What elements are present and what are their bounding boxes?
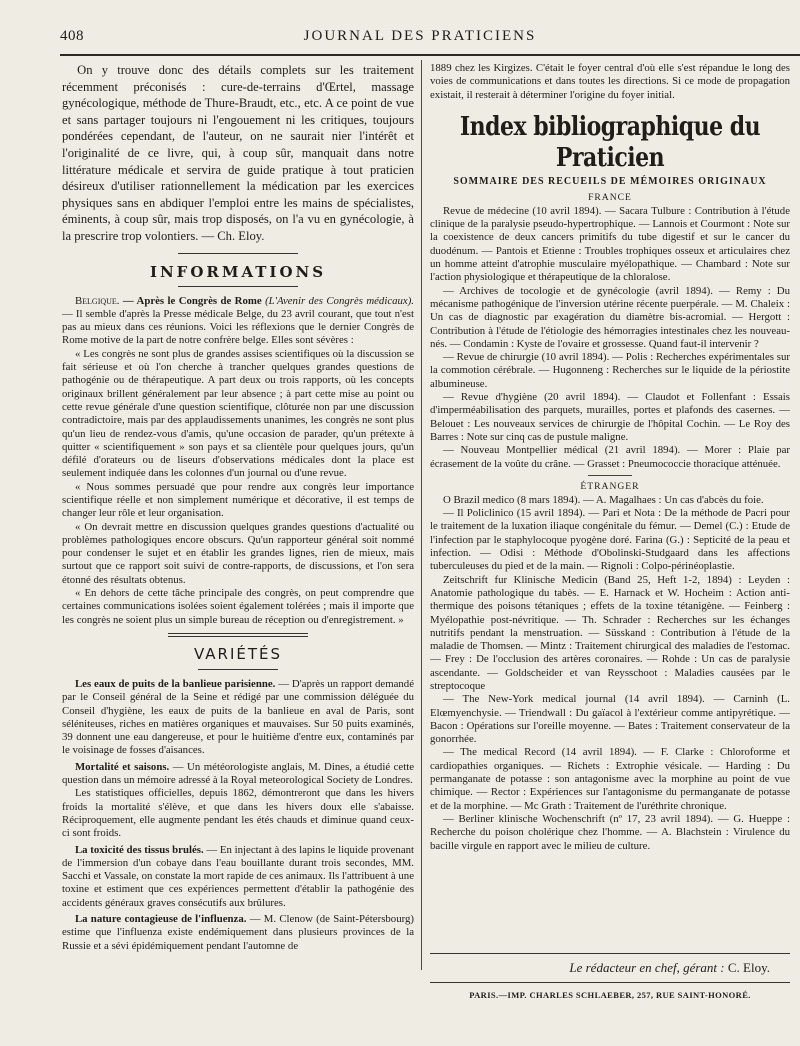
toxicite-lead: La toxicité des tissus brulés. [74, 843, 204, 856]
right-column [430, 62, 790, 1034]
quote-paragraph: « Nous sommes persuadé que pour rendre aux congrès leur importance scientifique réelle et non simplement numérique et décorative, il est temps de changer leur rôle et leur organisation. [62, 480, 414, 520]
varietes-title: VARIÉTÉS [193, 644, 283, 663]
mortalite-paragraph-2: Les statistiques officielles, depuis 1862, démontreront que dans les hivers froids la mortalité s'élève, et que dans les hivers doux elle s'abaisse. Réciproquement, elle augmente pendant les étés chauds et diminue quand ceux-ci sont froids. [62, 787, 414, 840]
eaux-lead: Les eaux de puits de la banlieue parisienne. [74, 677, 276, 690]
column-divider [421, 60, 422, 970]
belgique-lead: — Après le Congrès de Rome [122, 294, 262, 307]
bibliography-entry: — Revue d'hygiène (20 avril 1894). — Claudot et Follenfant : Essais d'imperméabilisation des parquets, murailles, portes et plafonds des casernes. — Belouet : Les nouveaux services de chirurgie de l'hôpital Cochin. — Le Roy des Barres : Note sur cinq cas de pustule maligne. [430, 391, 790, 443]
toxicite-body: — En injectant à des lapins le liquide provenant de l'immersion d'un cobaye dans l'eau bouillante durant trois secondes, MM. Sacchi et Vassale, on constate la mort rapide de ces animaux. Ils l'attribuent à une toxine et estiment que ces expériences permettent d'établir la pathogénie des accidents généraux graves consécutifs aux brûlures. [62, 843, 414, 909]
bibliography-entry: — Archives de tocologie et de gynécologie (avril 1894). — Remy : Du mécanisme pathogénique de l'inversion utérine récente puerpérale. — M. Chaleix : Un cas de diagnostic par exagération du diamètre bis-acromial. — Hergott : Contribution à l'étude de l'étiologie des hémorragies intestinales chez les nouveau-nés. — Condamin : Kyste de l'ovaire et grossesse. Quand faut-il intervenir ? [430, 284, 790, 350]
bibliography-entry: — Revue de chirurgie (10 avril 1894). — Polis : Recherches expérimentales sur la commotion cérébrale. — Hugonneng : Recherches sur le liquide de la périostite albumineuse. [430, 351, 790, 390]
journal-title: JOURNAL DES PRATICIENS [303, 28, 537, 44]
section-rule [198, 669, 278, 670]
page-number: 408 [60, 28, 84, 44]
etranger-heading: ÉTRANGER [580, 480, 640, 492]
footer-rule [430, 953, 790, 954]
header-rule [60, 54, 800, 56]
bibliography-entry: O Brazil medico (8 mars 1894). — A. Magalhaes : Un cas d'abcès du foie. [442, 493, 764, 506]
mortalite-body: — Un météorologiste anglais, M. Dines, a étudié cette question dans un mémoire adressé à la Royal meteorological Society de Londres. [62, 760, 414, 787]
bibliography-entry: — Il Policlinico (15 avril 1894). — Pari et Nota : De la méthode de Pacri pour le traitement de la luxation iliaque congénitale du fémur. — Demel (C.) : Etude de l'infection par le staphylocoque pyogène doré. Farina (G.) : Septicité de la peau et infection. — Odisi : Méthode d'Obolinski-Studgaard dans les affections tuberculeuses du pied et de la main. — Rignoli : Colpo-périnéoplastie. [430, 507, 790, 573]
section-rule [178, 253, 298, 254]
index-title: Index bibliographique du Praticien [459, 110, 761, 174]
eaux-body: — D'après un rapport demandé par le Conseil général de la Seine et rédigé par une commission déléguée du Conseil d'hygiène, les eaux de puits de la banlieue en aval de Paris, sont séléniteuses, riches en matières organiques et mauvaises. Sur 50 puits examinés, 39 donnent une eau dangereuse, et pour le huitième d'entre eux, contaminés par le voisinage de fosses d'aisances. [62, 677, 414, 757]
bibliography-entry: — Berliner klinische Wochenschrift (nº 17, 23 avril 1894). — G. Hueppe : Recherche du poison cholérique chez l'homme. — A. Blachstein : Virulence du bacille virgule en rapport avec le milieu de culture. [430, 812, 790, 852]
quote-paragraph: « On devrait mettre en discussion quelques grandes questions d'actualité ou problèmes pathologiques encore obscurs. Qu'un rapporteur général soit nommé pour condenser le sujet et en établir les grandes lignes, rien de mieux, mais surtout que ce rapport soit suivi de contre-rapports, de discussions, et l'on sera étonné des résultats obtenus. [62, 520, 414, 586]
varietes-rule [168, 633, 308, 637]
bibliography-entry: Zeitschrift fur Klinische Medicin (Band 25, Heft 1-2, 1894) : Leyden : Anatomie pathologique du tabès. — E. Harnack et W. Hocheim : Action anti-thermique des poisons tétaniques ; effets de la toxine tétanigène. — Feinberg : Myélopathie post-névritique. — Th. Schrader : Recherches sur les échanges nutritifs pendant la menstruation. — Süsskand : Contribution à l'étude de la maladie de Thomsen. — Mintz : Traitement chirurgical des maladies de l'estomac. — Frey : De l'occlusion des artères coronaires. — Rohde : Un cas de paralysie ascendante. — Goldscheider et van Reysschoot : Maladies causées par le streptocoque [430, 573, 790, 692]
influenza-lead: La nature contagieuse de l'influenza. [74, 913, 247, 925]
sommaire-heading: SOMMAIRE DES RECUEILS DE MÉMOIRES ORIGINAUX [453, 175, 767, 187]
section-rule [588, 475, 632, 476]
mortalite-paragraph [62, 761, 414, 788]
page-header [60, 28, 780, 52]
bibliography-entry: — The New-York medical journal (14 avril 1894). — Carninh (L. Elœmyenchysie. — Triendwall : Du gaïacol à l'extérieur comme antipyrétique. — Bacon : Opérations sur l'oreille moyenne. — Bates : Traitement conservateur de la gonorrhée. [430, 693, 790, 746]
mortalite-lead: Mortalité et saisons. [74, 760, 170, 773]
intro-paragraph: On y trouve donc des détails complets sur les traitement récemment préconisés : cure-de-terrains d'Œrtel, massage gynécologique, méthode de Thure-Braudt, etc., etc. A ce point de vue et sans partager toujours ni l'engouement ni les critiques, toujours pondérées cependant, de l'auteur, on ne saurait nier l'intérêt et l'originalité de ce livre, qui, à coup sûr, manquait dans notre littérature médicale et servira de guide pratique à tout praticien désireux d'utiliser rationnellement la médication par les exercices physiques sans en abdiquer l'emploi entre les mains de spécialistes, éminents, à coup sûr, mais trop disposés, on l'a vu en gynécologie, à la prescrire trop volontiers. — Ch. Eloy. [62, 63, 414, 243]
footer-rule [430, 982, 790, 983]
quote-paragraph: « En dehors de cette tâche principale des congrès, on peut comprendre que certaines communications isolées soient également tolérées ; mais il importe que les congrès ne soient plus un simple bureau de réception ou d'enregistrement. » [62, 587, 414, 626]
printer-imprint: PARIS.—IMP. CHARLES SCHLAEBER, 257, RUE SAINT-HONORÉ. [469, 990, 751, 1000]
informations-title: INFORMATIONS [149, 262, 327, 281]
eaux-paragraph [62, 678, 414, 758]
editor-label: Le rédacteur en chef, gérant : [569, 960, 725, 975]
influenza-body: — M. Clenow (de Saint-Pétersbourg) estime que l'influenza existe endémiquement dans plusieurs provinces de la Russie et a sévi épidémiquement pendant l'automne de [62, 913, 414, 952]
france-entries [430, 205, 790, 471]
bibliography-entry: Revue de médecine (10 avril 1894). — Sacara Tulbure : Contribution à l'étude clinique de la paralysie pseudo-hypertrophique. — Lannois et Courmont : Note sur la coexistence de deux cancers primitifs du tube digestif et sur le cancer du duodénum. — Pantois et Etienne : Troubles trophiques osseux et articulaires chez un homme atteint d'atrophie musculaire myélopathique. — Chambard : Note sur l'action physiologique et thérapeutique de la chloralose. [430, 204, 790, 284]
left-column [62, 62, 414, 1034]
editor-signature [430, 960, 770, 976]
france-heading: FRANCE [588, 191, 632, 203]
belgique-source: (L'Avenir des Congrès médicaux). [265, 294, 414, 307]
belgique-body: — Il semble d'après la Presse médicale Belge, du 23 avril courant, que tout n'est pas au mieux dans ces réunions. Voici les réflexions que le dernier Congrès de Rome motive de la part de notre confrère belge. Elles sont sévères : [62, 307, 414, 347]
continuation-paragraph: 1889 chez les Kirgizes. C'était le foyer central d'où elle s'est répandue le long des voies de communications et dans toutes les directions. Si ce mode de propagation existait, il resterait à déterminer l'origine du foyer initial. [430, 62, 790, 101]
belgique-paragraph [62, 295, 414, 348]
belgique-place: Belgique. [74, 294, 120, 307]
quote-paragraph: « Les congrès ne sont plus de grandes assises scientifiques où la discussion se fait sérieuse et où l'on cherche à trancher quelques grandes questions de pathogénie ou de thérapeutique. A part deux ou trois rapports, où les concepts originaux brillent généralement par leur absence ; à part cette mise au point ou cette revue générale d'une question scientifique, clôturée non par une discussion contradictoire, mais par des applaudissements unanimes, les congrès ne sont plus qu'un lieu de rendez-vous d'amis, qu'une occasion de parader, qu'un prétexte à quitter « scientifiquement » son pays et sa clientèle pour quelques jours, qu'un défilé d'orateurs ou de liseurs d'observations médicales dont la place est seulement indiquée dans les colonnes d'un journal ou d'une revue. [62, 347, 414, 480]
bibliography-entry: — Nouveau Montpellier médical (21 avril 1894). — Morer : Plaie par écrasement de la voûte du crâne. — Grasset : Pneumococcie thoracique atténuée. [430, 444, 790, 470]
influenza-paragraph [62, 913, 414, 953]
bibliography-entry: — The medical Record (14 avril 1894). — F. Clarke : Chloroforme et cardiopathies organiques. — Richets : Extrophie vésicale. — Harding : Du permanganate de potasse : son antagonisme avec la morphine au point de vue chimique. — Rector : Expériences sur l'antagonisme du permanganate de potasse et de la morphine. — Mc Grath : Traitement de l'uréthrite chronique. [430, 746, 790, 812]
etranger-entries [430, 494, 790, 853]
section-rule [178, 286, 298, 287]
toxicite-paragraph [62, 844, 414, 910]
editor-name: C. Eloy. [727, 960, 770, 975]
